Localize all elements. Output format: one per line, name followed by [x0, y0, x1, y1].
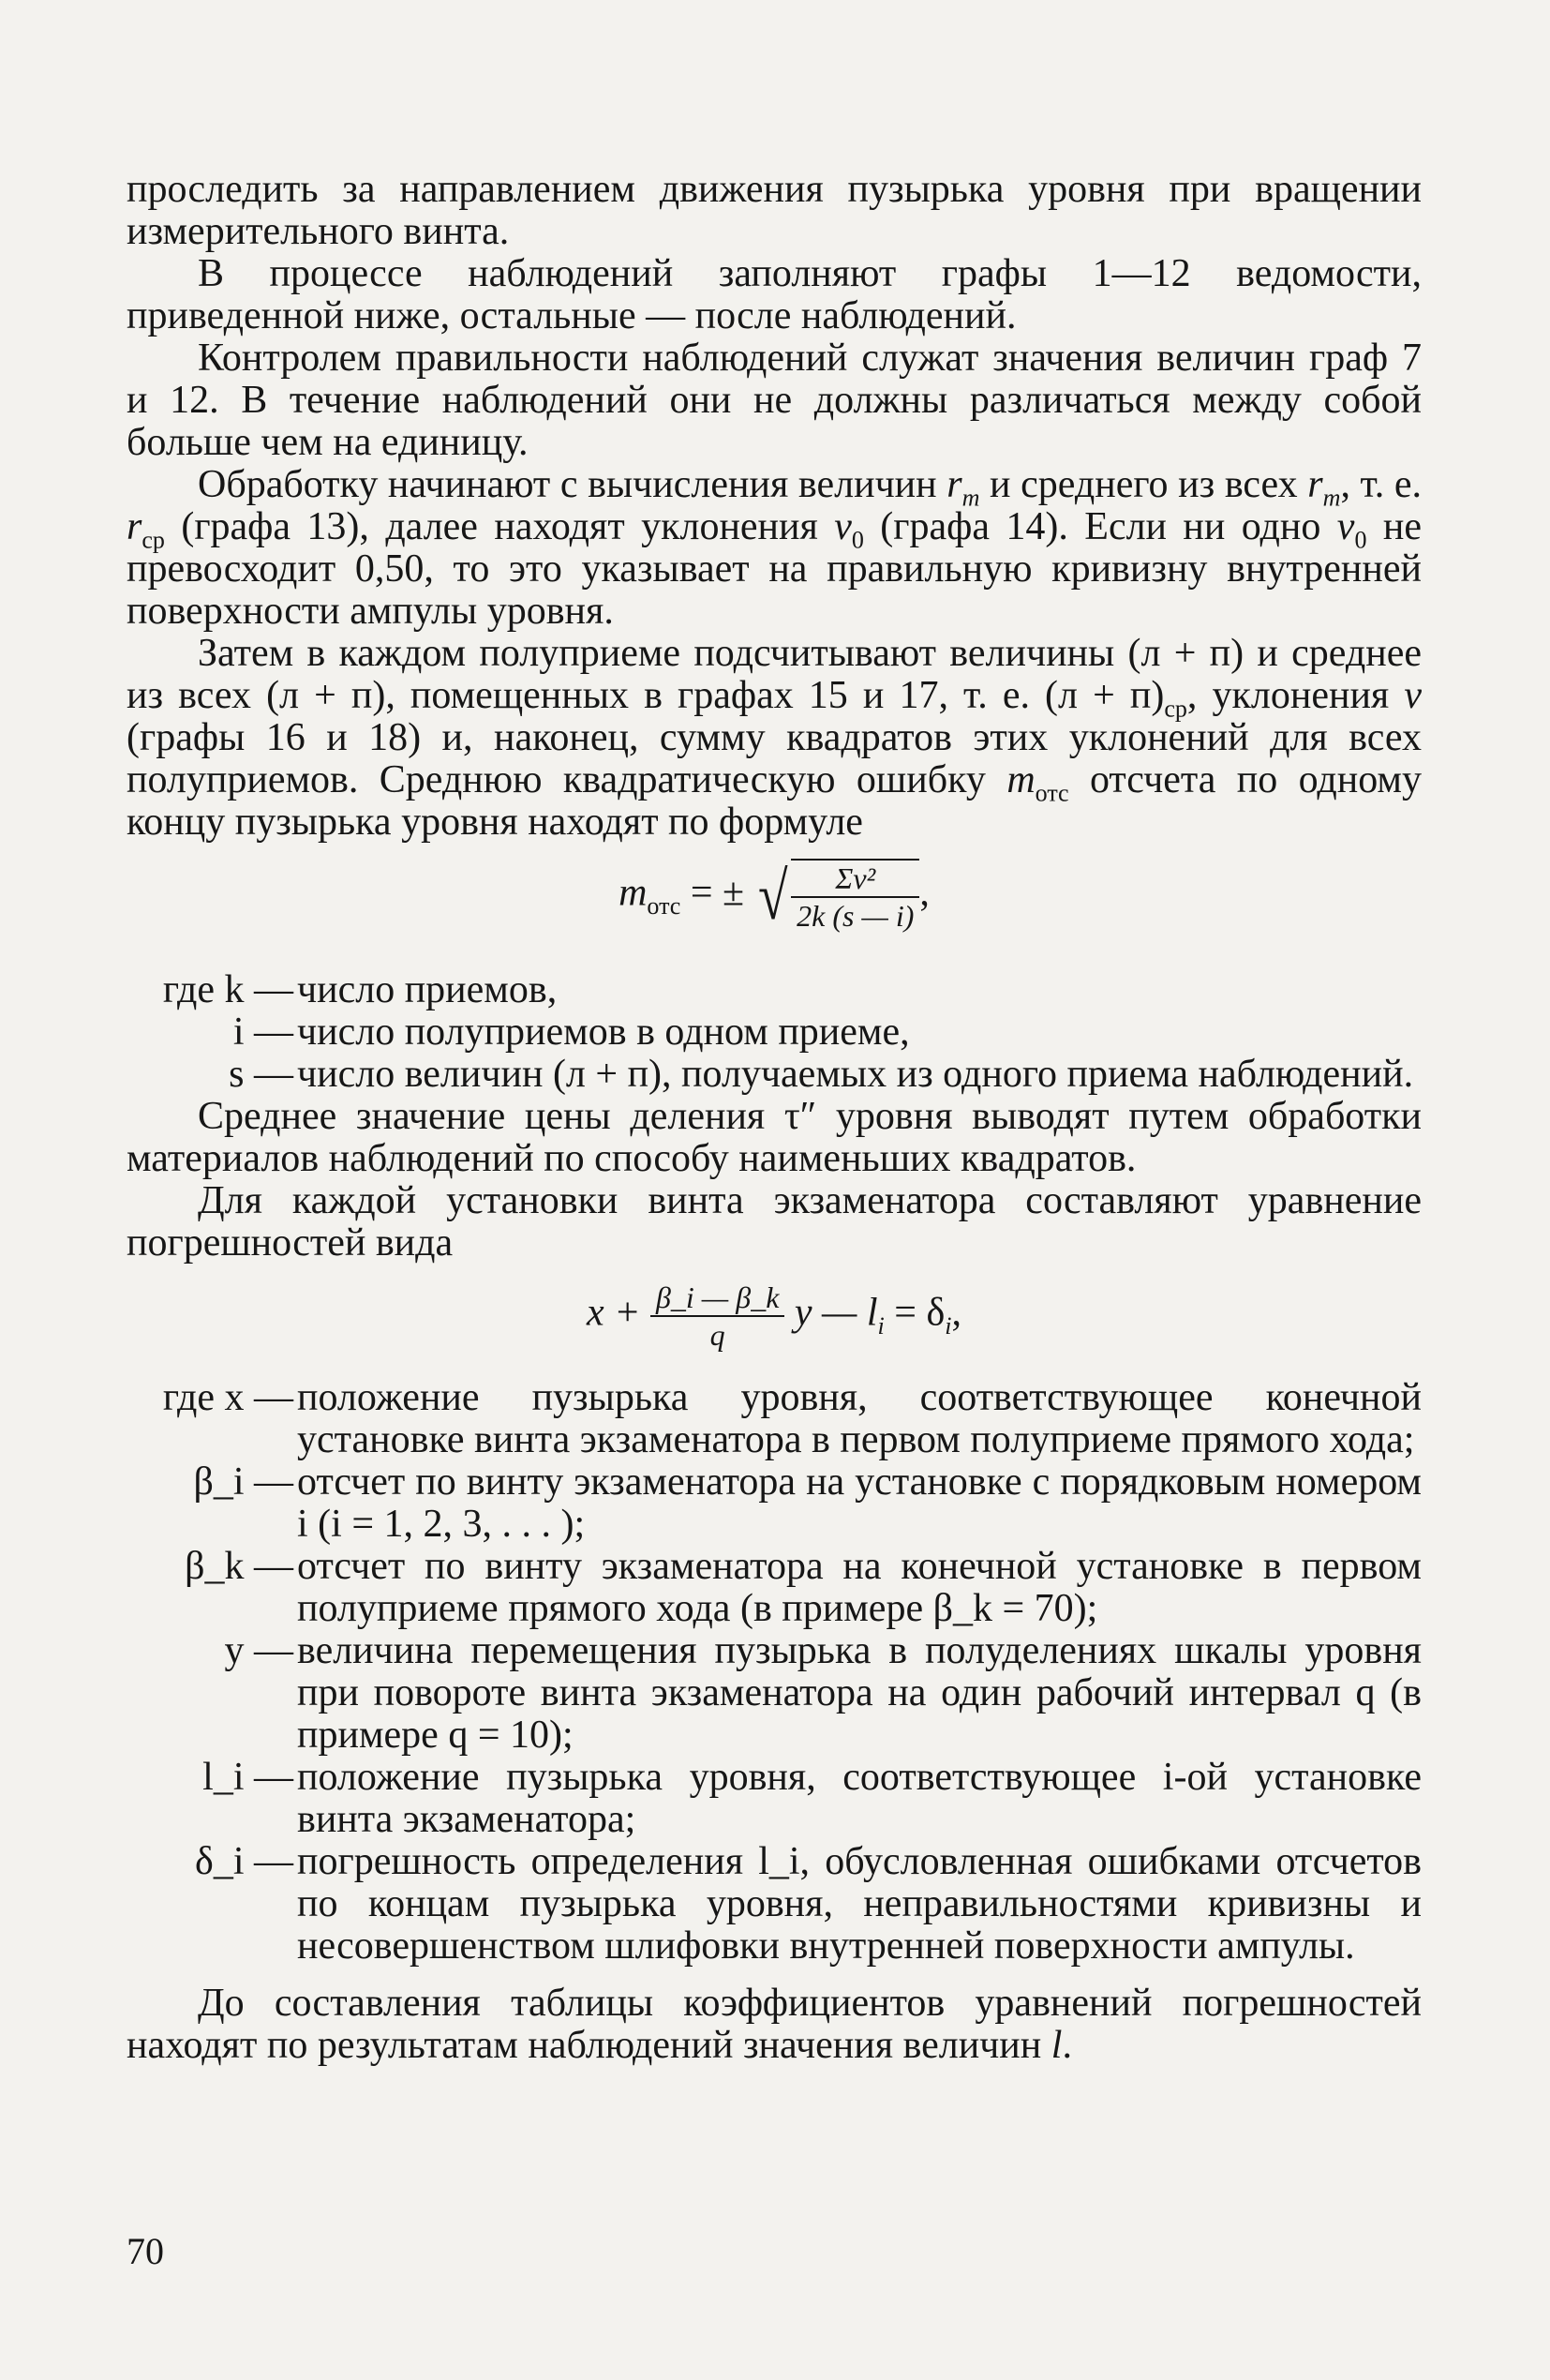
- paragraph-0: проследить за направлением движения пузырька уровня при вращении измерительного винта.: [127, 168, 1422, 253]
- definitions-1: [127, 969, 1422, 1096]
- paragraph-3: Обработку начинают с вычисления величин $r_m$ и среднего из всех $r_m$, т. е. $r_{ср}$ (графа 13), далее находят уклонения $v_0$ (графа 14). Если ни одно $v_0$ не превосходит 0,50, то это указывает на правильную кривизну внутренней поверхности ампулы уровня.: [127, 463, 1422, 633]
- paragraph-6: Для каждой установки винта экзаменатора составляют уравнение погрешностей вида: [127, 1179, 1422, 1265]
- definition-l-i: l_i — положение пузырька уровня, соответствующее i-ой установке винта экзаменатора;: [202, 1756, 1422, 1841]
- definition-s: s — число величин (л + п), получаемых из одного приема наблюдений.: [229, 1053, 1414, 1096]
- definition-beta-i: β_i — отсчет по винту экзаменатора на установке с порядковым номером i (i = 1, 2, 3, . . . );: [193, 1460, 1422, 1546]
- definitions-2: [127, 1377, 1422, 1968]
- formula-mots: $m_{отс}$ = ± √ $\frac{\text{Σv²}}{2k (s — i)}$ ,: [619, 859, 930, 934]
- definition-delta-i: δ_i — погрешность определения l_i, обусловленная ошибками отсчетов по концам пузырька уровня, неправильностями кривизны и несовершенством шлифовки внутренней поверхности ампулы.: [195, 1840, 1422, 1968]
- definition-x: где x — положение пузырька уровня, соответствующее конечной установке винта экзаменатора в первом полуприеме прямого хода;: [162, 1376, 1422, 1461]
- radical-sign: √: [757, 859, 788, 934]
- paragraph-2: Контролем правильности наблюдений служат значения величин граф 7 и 12. В течение наблюдений они не должны различаться между собой больше чем на единицу.: [127, 337, 1422, 464]
- page-body: [127, 169, 1422, 2067]
- definition-y: y — величина перемещения пузырька в полуделениях шкалы уровня при повороте винта экзаменатора на один рабочий интервал q (в примере q = 10);: [224, 1629, 1422, 1757]
- paragraph-4: Затем в каждом полуприеме подсчитывают величины (л + п) и среднее из всех (л + п), помещенных в графах 15 и 17, т. е. $(л + п)_{ср}$, уклонения v (графы 16 и 18) и, наконец, сумму квадратов этих уклонений для всех полуприемов. Среднюю квадратическую ошибку $m_{отс}$ отсчета по одному концу пузырька уровня находят по формуле: [127, 632, 1422, 844]
- paragraph-1: В процессе наблюдений заполняют графы 1—12 ведомости, приведенной ниже, остальные — после наблюдений.: [127, 252, 1422, 337]
- page-number: 70: [127, 2230, 164, 2272]
- definition-k: где k — число приемов,: [162, 968, 558, 1011]
- definition-i: i — число полуприемов в одном приеме,: [232, 1010, 910, 1054]
- paragraph-7: До составления таблицы коэффициентов уравнений погрешностей находят по результатам наблюдений значения величин l.: [127, 1982, 1422, 2067]
- formula-error-equation: x + $\frac{\beta\_i — \beta\_k}{q}$ y — $l_i = \delta_i$,: [586, 1280, 961, 1352]
- paragraph-5: Среднее значение цены деления τ″ уровня выводят путем обработки материалов наблюдений по способу наименьших квадратов.: [127, 1095, 1422, 1180]
- definition-beta-k: β_k — отсчет по винту экзаменатора на конечной установке в первом полуприеме прямого хода (в примере β_k = 70);: [185, 1545, 1422, 1630]
